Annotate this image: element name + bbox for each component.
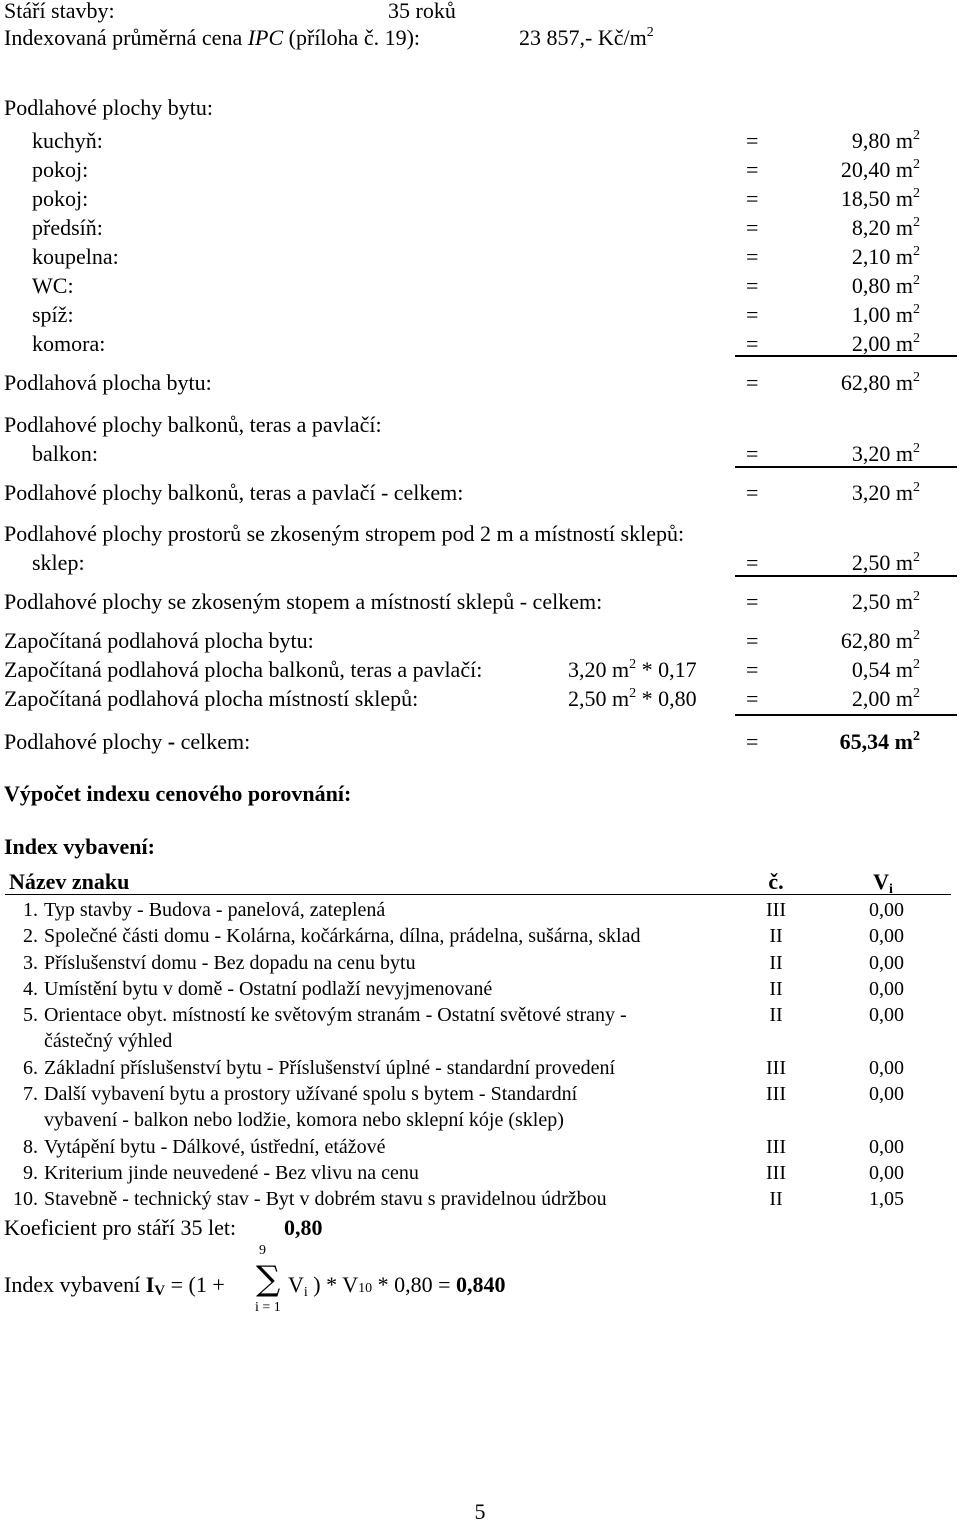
room-value-number: 9,80 m	[851, 128, 913, 153]
formula-rhs: Vi ) * V10 * 0,80 = 0,840	[288, 1272, 506, 1300]
counted-value-number: 62,80 m	[840, 628, 913, 653]
room-eq: =	[746, 128, 759, 153]
counted-value-exp: 2	[913, 657, 920, 672]
item-value: 0,00	[869, 1004, 904, 1027]
index-heading: Výpočet indexu cenového porovnání:	[4, 781, 352, 806]
room-value-number: 18,50 m	[840, 186, 913, 211]
page-number: 5	[474, 1499, 486, 1524]
counted-calc-a: 2,50 m	[568, 686, 630, 711]
room-value-exp: 2	[913, 273, 920, 288]
room-label: spíž:	[32, 302, 74, 327]
room-label: kuchyň:	[32, 128, 103, 153]
item-number: 3.	[23, 951, 38, 974]
sum-rule	[735, 466, 957, 468]
item-number: 1.	[23, 899, 38, 921]
item-number: 7.	[23, 1083, 38, 1105]
item-level: II	[769, 1004, 783, 1027]
cellar-item-label: sklep:	[32, 550, 85, 575]
room-label: pokoj:	[32, 186, 89, 211]
item-number: 4.	[23, 977, 38, 1000]
ipc-label: Indexovaná průměrná cena IPC (příloha č. 19):	[4, 25, 421, 50]
cellar-heading: Podlahové plochy prostorů se zkoseným stropem pod 2 m a místností sklepů:	[4, 521, 685, 546]
item-level: II	[769, 925, 783, 948]
item-value: 0,00	[869, 977, 904, 1000]
room-value-exp: 2	[913, 215, 920, 230]
room-value	[770, 304, 920, 326]
counted-value-exp: 2	[913, 686, 920, 701]
item-number: 8.	[23, 1135, 38, 1158]
room-value-exp: 2	[913, 244, 920, 259]
cellar-total-label: Podlahové plochy se zkoseným stopem a místností sklepů - celkem:	[4, 589, 603, 614]
item-value: 0,00	[869, 1056, 904, 1079]
table-header-rule	[5, 894, 951, 895]
counted-calc-b: * 0,17	[636, 657, 697, 682]
room-value-number: 2,10 m	[851, 244, 913, 269]
room-value	[770, 333, 920, 355]
grand-total-eq: =	[746, 729, 759, 754]
room-eq: =	[746, 157, 759, 182]
item-text: Orientace obyt. místností ke světovým stranám - Ostatní světové strany -	[44, 1004, 627, 1027]
counted-value	[770, 688, 920, 710]
room-value-number: 20,40 m	[840, 157, 913, 182]
balcony-total-eq: =	[746, 480, 759, 505]
floor-total-eq: =	[746, 370, 759, 395]
coefficient-value: 0,80	[284, 1215, 323, 1240]
counted-eq: =	[746, 628, 759, 653]
item-level: II	[769, 951, 783, 974]
floor-total-label: Podlahová plocha bytu:	[4, 370, 212, 395]
coefficient-label: Koeficient pro stáří 35 let:	[4, 1215, 237, 1240]
item-value: 0,00	[869, 925, 904, 948]
room-value-number: 8,20 m	[851, 215, 913, 240]
item-value: 0,00	[869, 899, 904, 921]
item-number: 9.	[23, 1161, 38, 1184]
room-label: WC:	[32, 273, 74, 298]
balcony-total-label: Podlahové plochy balkonů, teras a pavlačí - celkem:	[4, 480, 464, 505]
cellar-item-eq: =	[746, 550, 759, 575]
room-eq: =	[746, 331, 759, 356]
item-text: Společné části domu - Kolárna, kočárkárna, dílna, prádelna, sušárna, sklad	[44, 925, 641, 948]
item-level: III	[766, 899, 786, 921]
item-level: III	[766, 1056, 786, 1079]
building-age-value: 35 roků	[388, 0, 456, 23]
cellar-item-value: 2,50 $m^2$	[851, 550, 920, 575]
col-name-header: Název znaku	[9, 869, 130, 894]
room-value	[770, 130, 920, 152]
floor-total-value: 62,80 $m^2$	[840, 370, 920, 395]
formula-lhs: Index vybavení IV = (1 +	[4, 1272, 225, 1299]
counted-value	[770, 659, 920, 681]
counted-calc	[568, 659, 697, 681]
counted-calc-a: 3,20 m	[568, 657, 630, 682]
item-text: Příslušenství domu - Bez dopadu na cenu bytu	[44, 951, 416, 974]
item-number: 10.	[13, 1188, 38, 1211]
counted-calc-exp: 2	[629, 686, 637, 701]
ipc-value: 23 857,- $Kč/m^2$	[519, 25, 654, 50]
item-level: III	[766, 1161, 786, 1184]
counted-value-number: 0,54 m	[851, 657, 913, 682]
room-eq: =	[746, 186, 759, 211]
room-eq: =	[746, 244, 759, 269]
counted-label: Započítaná podlahová plocha bytu:	[4, 628, 314, 653]
grand-total-value: 65,34 $m^2$	[839, 729, 920, 754]
counted-label: Započítaná podlahová plocha místností sklepů:	[4, 686, 419, 711]
item-text: Kriterium jinde neuvedené - Bez vlivu na cenu	[44, 1161, 419, 1184]
room-eq: =	[746, 302, 759, 327]
sum-rule	[735, 714, 957, 716]
room-value-exp: 2	[913, 128, 920, 143]
item-text: Umístění bytu v domě - Ostatní podlaží nevyjmenované	[44, 977, 493, 1000]
room-value-exp: 2	[913, 302, 920, 317]
counted-label: Započítaná podlahová plocha balkonů, teras a pavlačí:	[4, 657, 483, 682]
room-value-number: 2,00 m	[851, 331, 913, 356]
balcony-total-value: 3,20 $m^2$	[851, 480, 920, 505]
item-text: Základní příslušenství bytu - Příslušenství úplné - standardní provedení	[44, 1056, 616, 1079]
item-value: 0,00	[869, 1135, 904, 1158]
item-text: Stavebně - technický stav - Byt v dobrém stavu s pravidelnou údržbou	[44, 1188, 607, 1211]
item-text: Typ stavby - Budova - panelová, zateplená	[44, 899, 386, 921]
room-value-number: 1,00 m	[851, 302, 913, 327]
counted-value-exp: 2	[913, 628, 920, 643]
item-value: 0,00	[869, 1083, 904, 1105]
item-level: III	[766, 1083, 786, 1105]
sum-rule	[735, 355, 957, 357]
item-level: III	[766, 1135, 786, 1158]
grand-total-label: Podlahové plochy - celkem:	[4, 729, 251, 754]
col-no-header: č.	[768, 869, 784, 894]
room-label: komora:	[32, 331, 106, 356]
item-level: II	[769, 977, 783, 1000]
room-value-exp: 2	[913, 157, 920, 172]
counted-calc-exp: 2	[629, 657, 637, 672]
equipment-heading: Index vybavení:	[4, 834, 155, 859]
counted-calc-b: * 0,80	[636, 686, 697, 711]
balcony-item-eq: =	[746, 441, 759, 466]
room-value	[770, 275, 920, 297]
item-value: 0,00	[869, 1161, 904, 1184]
counted-calc	[568, 688, 697, 710]
col-v-header: Vi	[873, 869, 893, 897]
item-number: 2.	[23, 925, 38, 948]
room-value	[770, 246, 920, 268]
item-text-continued: částečný výhled	[44, 1030, 173, 1053]
room-label: pokoj:	[32, 157, 89, 182]
room-label: předsíň:	[32, 215, 103, 240]
counted-value-number: 2,00 m	[851, 686, 913, 711]
balcony-item-value: 3,20 $m^2$	[851, 441, 920, 466]
sum-lower-limit: i = 1	[255, 1300, 281, 1315]
sum-sign: ∑	[256, 1259, 281, 1299]
floor-heading: Podlahové plochy bytu:	[4, 95, 213, 120]
counted-eq: =	[746, 686, 759, 711]
room-value-exp: 2	[913, 186, 920, 201]
item-level: II	[769, 1188, 783, 1211]
balcony-heading: Podlahové plochy balkonů, teras a pavlačí:	[4, 412, 382, 437]
sum-upper-limit: 9	[259, 1243, 266, 1258]
balcony-item-label: balkon:	[32, 441, 98, 466]
cellar-total-value: 2,50 $m^2$	[851, 589, 920, 614]
room-value	[770, 217, 920, 239]
room-value	[770, 159, 920, 181]
room-eq: =	[746, 215, 759, 240]
item-text: Další vybavení bytu a prostory užívané spolu s bytem - Standardní	[44, 1083, 578, 1105]
room-eq: =	[746, 273, 759, 298]
room-label: koupelna:	[32, 244, 119, 269]
room-value-number: 0,80 m	[851, 273, 913, 298]
item-number: 5.	[23, 1004, 38, 1027]
building-age-label: Stáří stavby:	[4, 0, 115, 23]
item-value: 1,05	[869, 1188, 904, 1211]
item-text-continued: vybavení - balkon nebo lodžie, komora nebo sklepní kóje (sklep)	[44, 1109, 564, 1131]
counted-eq: =	[746, 657, 759, 682]
room-value	[770, 188, 920, 210]
sum-rule	[735, 575, 957, 577]
room-value-exp: 2	[913, 331, 920, 346]
cellar-total-eq: =	[746, 589, 759, 614]
item-value: 0,00	[869, 951, 904, 974]
counted-value	[770, 630, 920, 652]
item-number: 6.	[23, 1056, 38, 1079]
item-text: Vytápění bytu - Dálkové, ústřední, etážové	[44, 1135, 386, 1158]
